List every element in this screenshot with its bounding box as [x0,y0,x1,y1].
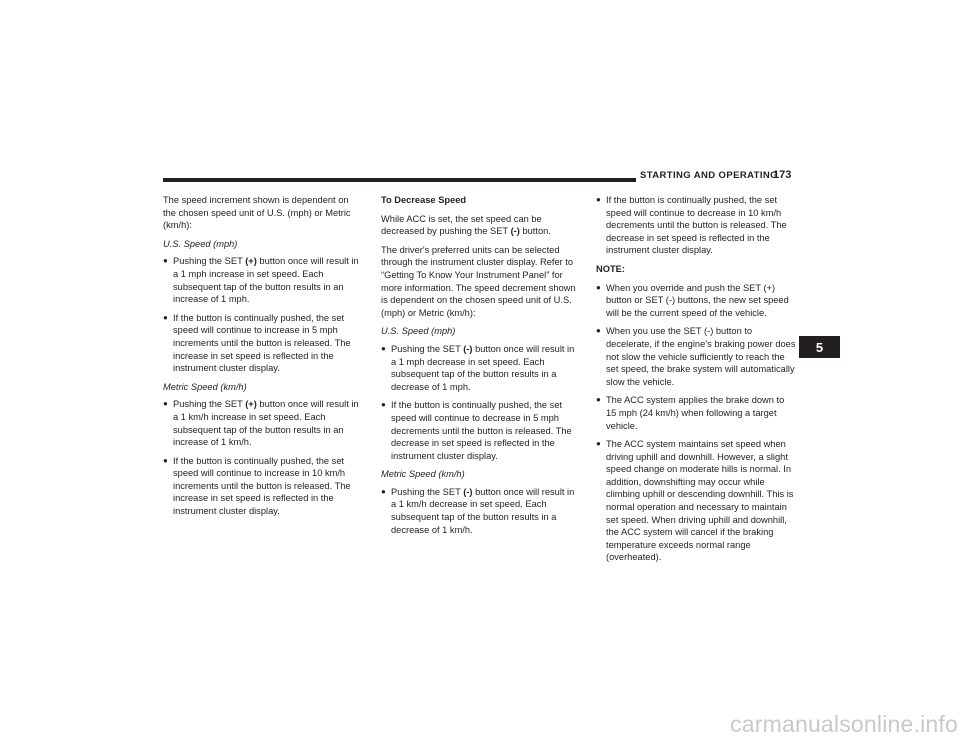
us-speed-heading: U.S. Speed (mph) [381,326,456,337]
metric-increase-list [163,398,363,517]
column-1 [163,194,363,524]
bullet-icon: ● [596,326,601,336]
list-item: ● Pushing the SET (+) button once will result in a 1 mph increase in set speed. Each subsequent tap of the button results in an increase of 1 mph. [163,256,359,305]
decrease-intro-paragraph: While ACC is set, the set speed can be decreased by pushing the SET (-) button. [381,213,551,237]
metric-speed-heading: Metric Speed (km/h) [381,469,465,480]
bullet-icon: ● [596,195,601,204]
metric-decrease-list [381,486,581,536]
list-item: ● If the button is continually pushed, the set speed will continue to decrease in 10 km/h decrements until the button is released. The decrease in set speed is reflected in the instrument cluster display. [596,195,787,256]
list-item: ● If the button is continually pushed, the set speed will continue to increase in 5 mph increments until the button is released. The increase in set speed is reflected in the instrument cluster display. [163,312,351,374]
bullet-icon: ● [163,399,168,409]
bullet-icon: ● [381,400,386,410]
bullet-icon: ● [596,282,601,292]
header-rule [163,178,636,182]
bullet-icon: ● [381,343,386,353]
bullet-icon: ● [163,256,168,266]
list-item: ● If the button is continually pushed, the set speed will continue to decrease in 5 mph decrements until the button is released. The decrease in set speed is reflected in the instrument cluster display. [381,400,572,461]
note-list [596,282,796,564]
watermark: carmanualsonline.info [730,711,958,737]
list-item: ● Pushing the SET (-) button once will result in a 1 mph decrease in set speed. Each subsequent tap of the button results in a decrease of 1 mph. [381,343,575,392]
column-2 [381,194,581,542]
units-paragraph: The driver's preferred units can be selected through the instrument cluster display. Refer to “Getting To Know Your Instrument Panel” for more information. The speed decrement shown is dependent on the chosen speed unit of U.S. (mph) or Metric (km/h): [381,244,576,318]
page-number: 173 [773,169,792,181]
chapter-tab: 5 [799,336,840,358]
list-item: ● Pushing the SET (+) button once will result in a 1 km/h increase in set speed. Each subsequent tap of the button results in an increase of 1 km/h. [163,399,359,448]
list-item: ● When you use the SET (-) button to decelerate, if the engine’s braking power does not slow the vehicle sufficiently to reach the set speed, the brake system will automatically slow the vehicle. [596,326,796,387]
us-decrease-list [381,343,581,462]
column-3 [596,194,796,570]
bullet-icon: ● [596,395,601,405]
list-item: ● Pushing the SET (-) button once will result in a 1 km/h decrease in set speed. Each subsequent tap of the button results in a decrease of 1 km/h. [381,486,575,535]
list-item: ● When you override and push the SET (+) button or SET (-) buttons, the new set speed will be the current speed of the vehicle. [596,282,789,318]
section-title: STARTING AND OPERATING [640,170,778,181]
list-item: ● The ACC system maintains set speed when driving uphill and downhill. However, a slight speed change on moderate hills is normal. In addition, downshifting may occur while climbing uphill or descending downhill. This is normal operation and necessary to maintain set speed. When driving uphill and downhill, the ACC system will cancel if the braking temperature exceeds normal range (overheated). [596,439,794,563]
decrease-speed-heading: To Decrease Speed [381,195,467,205]
intro-paragraph: The speed increment shown is dependent on the chosen speed unit of U.S. (mph) or Metric (km/h): [163,195,351,231]
bullet-icon: ● [381,486,386,496]
metric-speed-heading: Metric Speed (km/h) [163,381,247,392]
us-speed-heading: U.S. Speed (mph) [163,238,238,249]
note-label: NOTE: [596,263,625,274]
list-item: ● If the button is continually pushed, the set speed will continue to increase in 10 km/h increments until the button is released. The increase in set speed is reflected in the instrument cluster display. [163,455,351,517]
bullet-icon: ● [163,312,168,322]
bullet-icon: ● [163,455,168,465]
bullet-icon: ● [596,439,601,449]
list-item: ● The ACC system applies the brake down to 15 mph (24 km/h) when following a target vehicle. [596,395,785,431]
metric-decrease-list-continued [596,194,796,257]
us-increase-list [163,255,363,374]
